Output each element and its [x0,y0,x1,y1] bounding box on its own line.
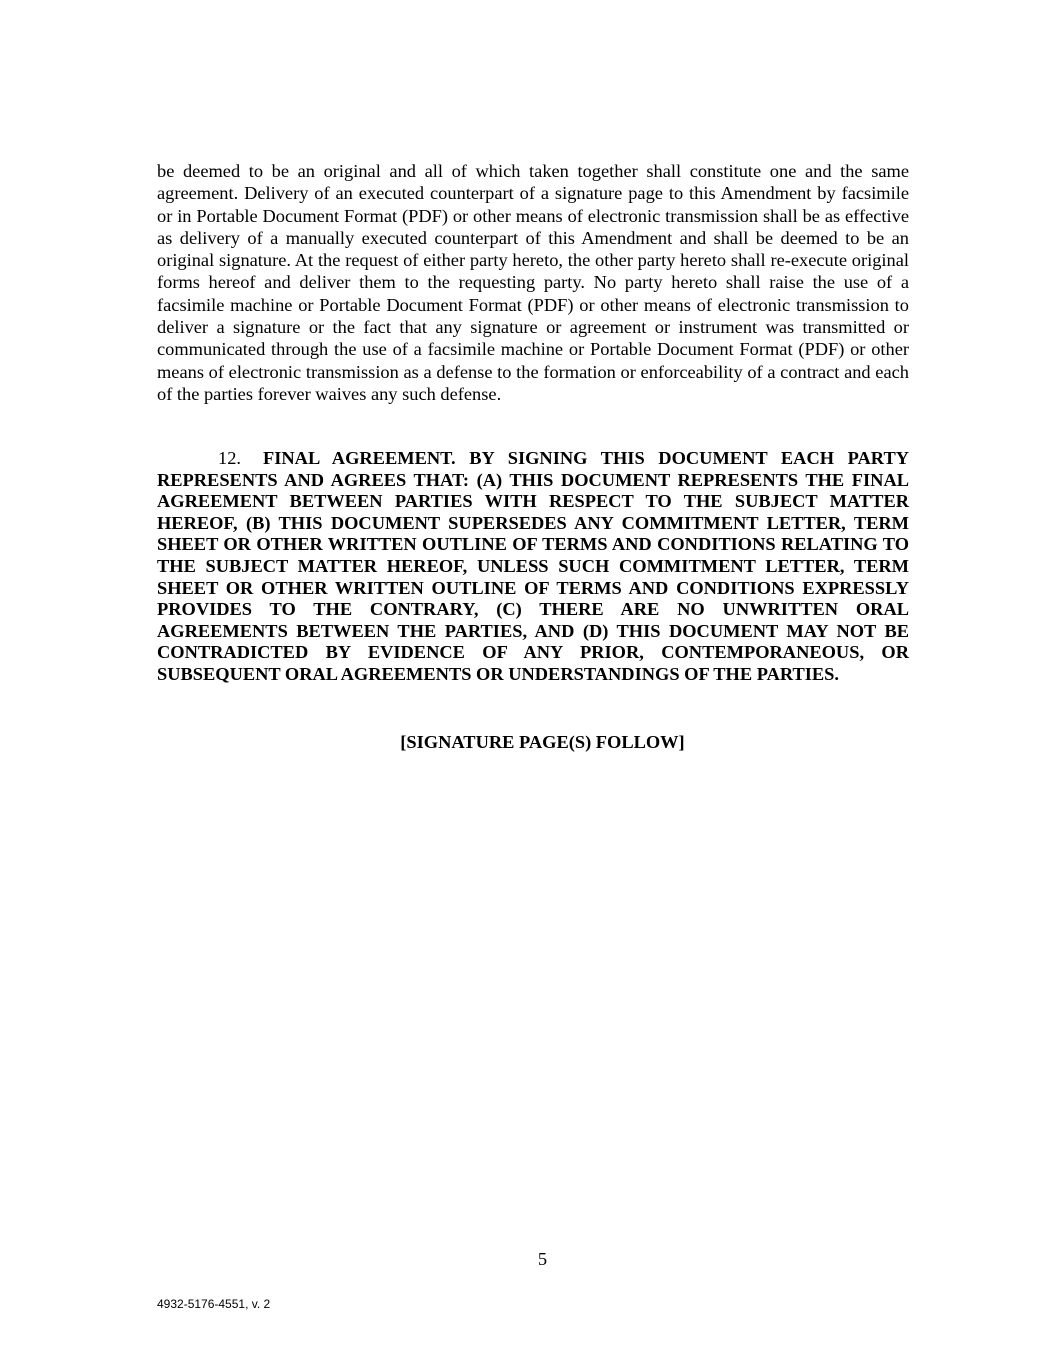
page-number: 5 [537,1249,548,1269]
section-12-final-agreement [157,448,909,686]
section-number: 12. [218,448,241,468]
section-12-text: FINAL AGREEMENT. BY SIGNING THIS DOCUMENT EACH PARTY REPRESENTS AND AGREES THAT: (A) THIS DOCUMENT REPRESENTS THE FINAL AGREEMENT BETWEEN PARTIES WITH RESPECT TO THE SUBJECT MATTER HEREOF, (B) THIS DOCUMENT SUPERSEDES ANY COMMITMENT LETTER, TERM SHEET OR OTHER WRITTEN OUTLINE OF TERMS AND CONDITIONS RELATING TO THE SUBJECT MATTER HEREOF, UNLESS SUCH COMMITMENT LETTER, TERM SHEET OR OTHER WRITTEN OUTLINE OF TERMS AND CONDITIONS EXPRESSLY PROVIDES TO THE CONTRARY, (C) THERE ARE NO UNWRITTEN ORAL AGREEMENTS BETWEEN THE PARTIES, AND (D) THIS DOCUMENT MAY NOT BE CONTRADICTED BY EVIDENCE OF ANY PRIOR, CONTEMPORANEOUS, OR SUBSEQUENT ORAL AGREEMENTS OR UNDERSTANDINGS OF THE PARTIES. [157,448,909,684]
continuation-paragraph: be deemed to be an original and all of which taken together shall constitute one and the same agreement. Delivery of an executed counterpart of a signature page to this Amendment by facsimile or in Portable Document Format (PDF) or other means of electronic transmission shall be as effective as delivery of a manually executed counterpart of this Amendment and shall be deemed to be an original signature. At the request of either party hereto, the other party hereto shall re-execute original forms hereof and deliver them to the requesting party. No party hereto shall raise the use of a facsimile machine or Portable Document Format (PDF) or other means of electronic transmission to deliver a signature or the fact that any signature or agreement or instrument was transmitted or communicated through the use of a facsimile machine or Portable Document Format (PDF) or other means of electronic transmission as a defense to the formation or enforceability of a contract and each of the parties forever waives any such defense. [157,161,909,404]
document-id-footer: 4932-5176-4551, v. 2 [157,1297,271,1311]
signature-page-notice: [SIGNATURE PAGE(S) FOLLOW] [400,732,685,752]
